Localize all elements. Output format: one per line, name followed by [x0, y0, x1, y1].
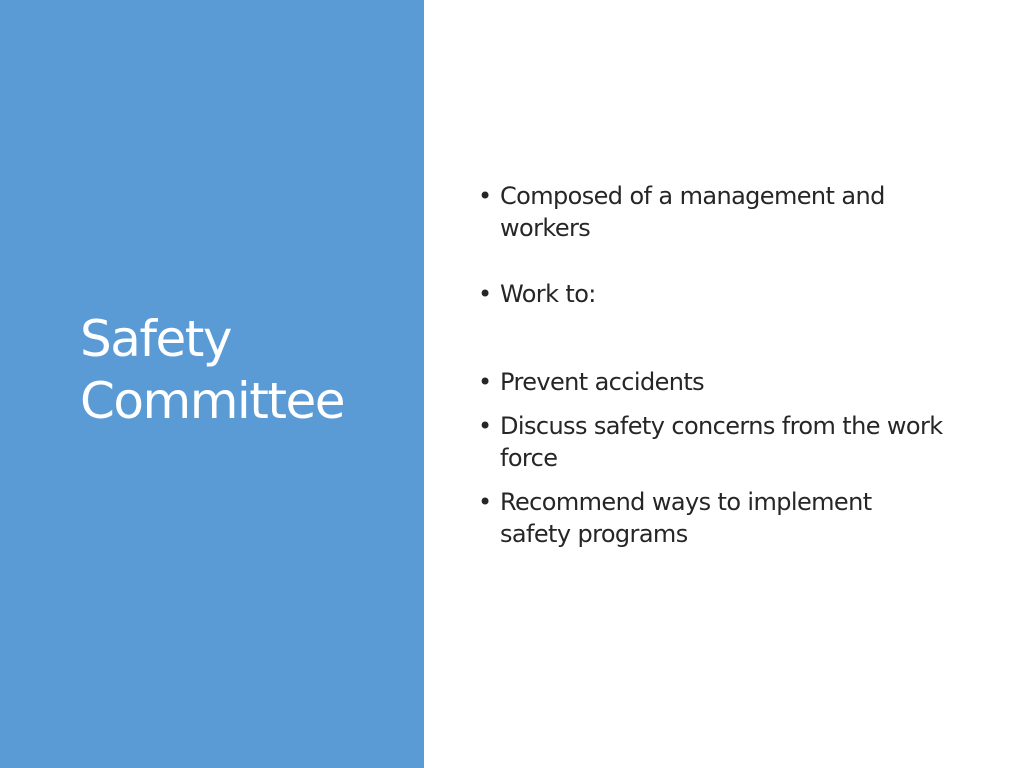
- slide-title: [80, 308, 410, 432]
- bullet-list: [478, 180, 948, 550]
- bullet-text: Work to:: [500, 280, 596, 308]
- bullet-item: [478, 410, 948, 474]
- bullet-dot: •: [478, 182, 492, 210]
- title-line-2: Committee: [80, 372, 345, 430]
- bullet-text: Discuss safety concerns from the work force: [500, 412, 943, 472]
- bullet-text: Composed of a management and workers: [500, 182, 885, 242]
- bullet-text: Recommend ways to implement safety programs: [500, 488, 872, 548]
- bullet-text: Prevent accidents: [500, 368, 705, 396]
- bullet-item: [478, 278, 948, 310]
- title-line-1: Safety: [80, 310, 231, 368]
- bullet-item: [478, 180, 948, 244]
- bullet-dot: •: [478, 412, 492, 440]
- bullet-dot: •: [478, 368, 492, 396]
- bullet-dot: •: [478, 488, 492, 516]
- bullet-item: [478, 366, 948, 398]
- bullet-item: [478, 486, 948, 550]
- bullet-dot: •: [478, 280, 492, 308]
